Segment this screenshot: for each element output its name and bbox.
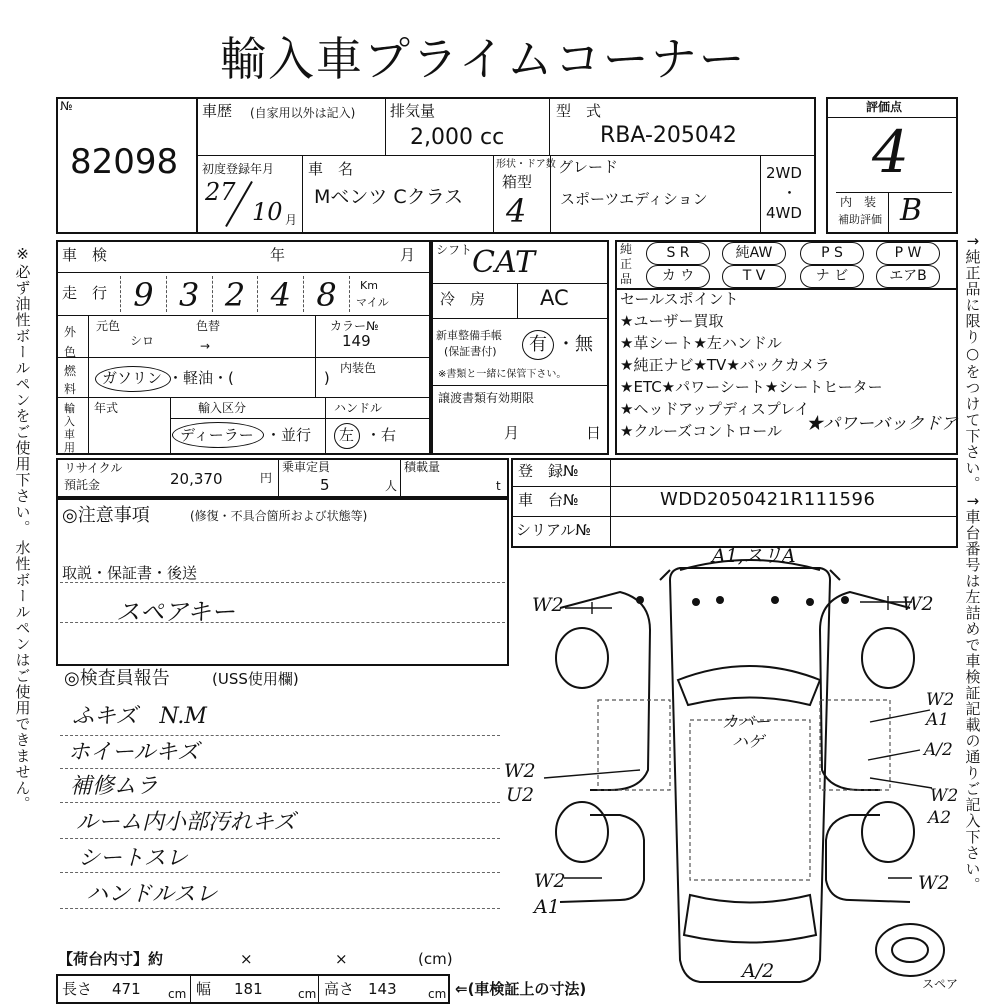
lot-number: 82098 (70, 142, 179, 182)
page-title: 輸入車プライムコーナー (220, 32, 747, 86)
shift-value: CAT (472, 245, 535, 280)
mileage-digit: 9 (120, 276, 166, 312)
diagram-mark: W2 (926, 690, 955, 710)
drive-sep: ・ (782, 184, 798, 202)
inspector-label: ◎検査員報告 (64, 668, 170, 689)
first-reg-year: 27 (205, 178, 236, 206)
shift-label: シフト (436, 243, 473, 257)
sales-line: ★クルーズコントロール (620, 422, 782, 440)
right-note-chassis: ↑車台番号は左詰めで車検証記載の通りご記入下さい。 (963, 495, 982, 893)
diagram-mark: ハゲ (732, 732, 765, 751)
transfer-month: 月 (504, 424, 520, 442)
cargo-x2: × (335, 950, 348, 968)
diagram-mark: カバー (722, 712, 771, 731)
equip-navi: ナ ビ (800, 265, 864, 288)
dims-width-label: 幅 (196, 980, 212, 998)
cargo-label: 【荷台内寸】約 (58, 950, 164, 968)
interior-score-label2: 補助評価 (838, 213, 882, 226)
mileage-digits (120, 276, 350, 312)
left-note-oil-pen: ※必ず油性ボールペンをご使用下さい。 (13, 245, 32, 536)
inspector-line: ルーム内小部汚れキズ (76, 810, 296, 835)
diagram-mark: W2 (534, 870, 566, 892)
notes-line2: スペアキー (116, 598, 236, 626)
chassis-label: 車 台№ (518, 491, 579, 509)
diagram-mark: W2 (504, 760, 536, 782)
diagram-mark: A/2 (742, 960, 775, 982)
model-type-label: 型 式 (556, 102, 602, 120)
diagram-mark: W2 (532, 594, 564, 616)
sales-line: ★ヘッドアップディスプレイ (620, 400, 810, 418)
car-diagram (520, 540, 960, 1000)
dims-height-label: 高さ (324, 980, 355, 998)
diagram-mark: A1 (534, 896, 560, 918)
displacement-value: 2,000 cc (410, 125, 505, 150)
mileage-digit: 2 (212, 276, 258, 312)
diagram-mark: W2 (902, 593, 934, 615)
mileage-unit-mile: マイル (356, 296, 389, 309)
notes-sub: (修復・不具合箇所および状態等) (190, 509, 368, 523)
shaken-month-label: 月 (400, 246, 416, 264)
chassis-value: WDD2050421R111596 (660, 489, 876, 510)
dims-width-unit: cm (298, 987, 317, 1001)
import-label: 輸入車用 (64, 402, 75, 454)
cargo-x1: × (240, 950, 253, 968)
fuel-gasoline: ガソリン (102, 369, 163, 387)
interior-score-label1: 内 装 (840, 195, 877, 209)
diagram-mark: W2 (930, 786, 959, 806)
lot-label: № (60, 99, 73, 113)
equip-tv: T V (722, 265, 786, 288)
grade-value: スポーツエディション (560, 190, 708, 208)
capacity-unit: 人 (385, 479, 398, 493)
transfer-day: 日 (586, 424, 602, 442)
mileage-digit: 4 (257, 276, 303, 312)
fuel-other: ・軽油・( ) (168, 369, 330, 387)
sales-line: ★革シート★左ハンドル (620, 334, 782, 352)
car-name-label: 車 名 (308, 160, 354, 178)
handle-right: ・右 (366, 426, 397, 444)
interior-score-value: B (900, 193, 923, 228)
body-value: 4 (506, 192, 527, 230)
color-label: 外色 (64, 325, 77, 359)
body-label-top: 形状・ドア数 (496, 159, 556, 170)
drive-4wd: 4WD (766, 204, 802, 222)
equip-pw: P W (876, 242, 940, 265)
maintenance-no: 無 (575, 334, 593, 355)
capacity-value: 5 (320, 476, 330, 494)
left-note-water-pen: 水性ボールペンはご使用できません。 (13, 540, 32, 812)
fuel-label: 燃料 (64, 364, 77, 396)
first-reg-month-unit: 月 (285, 213, 298, 227)
diagram-mark: A2 (928, 808, 952, 828)
equip-ps: P S (800, 242, 864, 265)
aircon-value: AC (540, 286, 569, 310)
interior-color-label: 内装色 (340, 361, 377, 375)
equip-label: 純正品 (620, 242, 633, 286)
equip-airbag: エアB (876, 265, 940, 288)
sales-line: ★ユーザー買取 (620, 312, 724, 330)
maintenance-label2: (保証書付) (444, 345, 497, 358)
mileage-digit: 3 (166, 276, 212, 312)
model-type-value: RBA-205042 (600, 123, 737, 148)
maintenance-note: ※書類と一緒に保管下さい。 (438, 369, 567, 380)
recycle-label1: リサイクル (64, 461, 123, 475)
handle-left: 左 (339, 426, 355, 444)
dims-length-unit: cm (168, 987, 187, 1001)
inspector-sub: (USS使用欄) (212, 670, 299, 688)
serial-label: シリアル№ (516, 521, 592, 539)
color-change-label: 色替 (196, 319, 221, 333)
sales-extra: ★パワーバックドア (806, 414, 958, 434)
equip-sr: S R (646, 242, 710, 265)
grade-label: グレード (558, 158, 619, 176)
recycle-value: 20,370 (170, 470, 223, 488)
capacity-label: 乗車定員 (282, 460, 331, 474)
handle-label: ハンドル (334, 401, 383, 415)
color-arrow: → (200, 339, 211, 353)
dims-height: 143 (368, 980, 397, 998)
import-year-label: 年式 (94, 401, 119, 415)
inspector-line: ふキズ N.M (72, 704, 207, 729)
import-parallel: ・並行 (266, 426, 312, 444)
diagram-mark: W2 (918, 872, 950, 894)
sales-line: ★ETC★パワーシート★シートヒーター (620, 378, 883, 396)
aircon-label: 冷 房 (440, 290, 486, 308)
inspector-line: ホイールキズ (68, 740, 200, 765)
load-unit: t (496, 479, 501, 493)
first-reg-label: 初度登録年月 (202, 162, 275, 176)
dims-length-label: 長さ (62, 980, 93, 998)
transfer-label: 譲渡書類有効期限 (438, 391, 535, 405)
color-code-label: カラー№ (330, 319, 379, 333)
history-note: (自家用以外は記入) (250, 106, 356, 120)
dims-height-unit: cm (428, 987, 447, 1001)
color-code-value: 149 (342, 332, 371, 350)
diagram-mark: A1,スリA (712, 545, 796, 567)
inspector-line: 補修ムラ (70, 774, 159, 799)
mileage-unit-km: Km (360, 279, 378, 292)
recycle-unit: 円 (260, 471, 273, 485)
dims-width: 181 (234, 980, 263, 998)
mileage-label: 走 行 (62, 284, 108, 302)
diagram-spare-label: スペア (922, 977, 959, 991)
drive-2wd: 2WD (766, 164, 802, 182)
first-reg-month: 10 (252, 198, 283, 226)
score-label: 評価点 (866, 100, 903, 114)
cargo-unit: (cm) (418, 950, 453, 968)
import-dealer: ディーラー (180, 426, 254, 444)
diagram-mark: A1 (926, 710, 950, 730)
color-orig-value: シロ (130, 334, 155, 348)
shaken-label: 車 検 (62, 246, 108, 264)
sales-line: ★純正ナビ★TV★バックカメラ (620, 356, 830, 374)
registration-label: 登 録№ (518, 462, 579, 480)
maintenance-yes: 有 (529, 334, 547, 355)
inspector-line: シートスレ (78, 846, 188, 871)
shaken-year-label: 年 (270, 246, 286, 264)
dims-note: ⇐(車検証上の寸法) (455, 980, 587, 998)
notes-label: ◎注意事項 (62, 505, 150, 526)
diagram-mark: A/2 (924, 740, 953, 760)
maintenance-label1: 新車整備手帳 (436, 329, 502, 342)
color-orig-label: 元色 (96, 319, 121, 333)
displacement-label: 排気量 (390, 102, 436, 120)
diagram-mark: U2 (506, 784, 535, 806)
recycle-label2: 預託金 (64, 478, 101, 492)
equip-aw: 純AW (722, 242, 786, 265)
equip-cow: カ ウ (646, 265, 710, 288)
right-note-genuine: ↑純正品に限り○をつけて下さい。 (963, 235, 982, 492)
notes-line1: 取説・保証書・後送 (62, 564, 198, 582)
load-label: 積載量 (404, 460, 441, 474)
import-cat-label: 輸入区分 (198, 401, 247, 415)
mileage-digit: 8 (303, 276, 350, 312)
dims-length: 471 (112, 980, 141, 998)
maintenance-sep: ・ (557, 334, 575, 355)
score-value: 4 (872, 118, 909, 186)
history-label: 車歴 (202, 102, 233, 120)
sales-label: セールスポイント (620, 290, 739, 308)
car-name-value: Mベンツ Cクラス (314, 186, 464, 208)
inspector-line: ハンドルスレ (86, 882, 218, 907)
body-label: 箱型 (502, 173, 533, 191)
